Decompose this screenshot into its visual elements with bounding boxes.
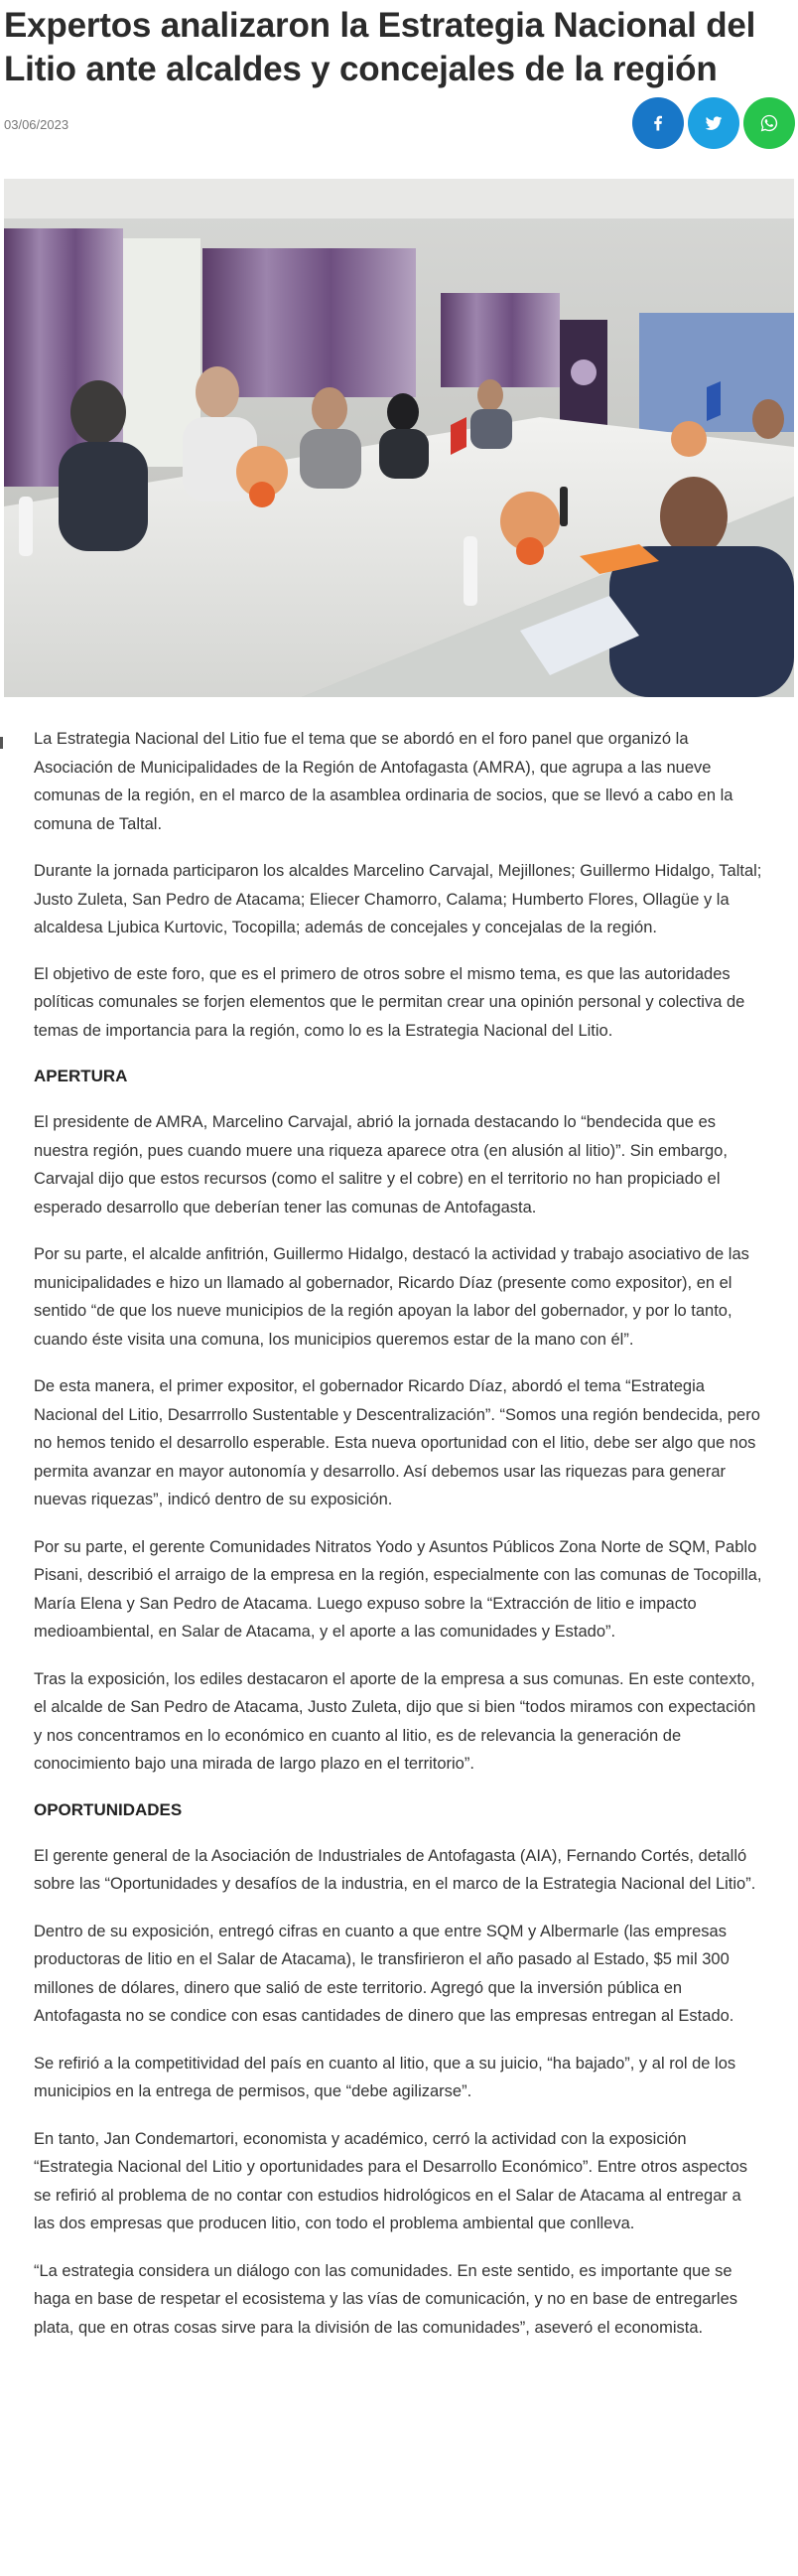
section-heading-oportunidades: OPORTUNIDADES — [34, 1799, 183, 1819]
paragraph: Por su parte, el gerente Comunidades Nitratos Yodo y Asuntos Públicos Zona Norte de SQM, Pablo Pisani, describió el arraigo de la empresa en la región, especialmente con las comunas de Tocopilla, María Elena y San Pedro de Atacama. Luego expuso sobre la “Extracción de litio e impacto medioambiental, en Salar de Atacama, y el aporte a las comunidades y Estado”. — [34, 1537, 762, 1641]
paragraph: El presidente de AMRA, Marcelino Carvajal, abrió la jornada destacando lo “bendecida que es nuestra región, pues cuando muere una riqueza aparece otra (en alusión al litio)”. Sin embargo, Carvajal dijo que estos recursos (como el salitre y el cobre) en el territorio no han propiciado el esperado desarrollo que deberían tener las comunas de Antofagasta. — [34, 1113, 728, 1216]
paragraph: De esta manera, el primer expositor, el gobernador Ricardo Díaz, abordó el tema “Estrategia Nacional del Litio, Desarrrollo Sustentable y Descentralización”. “Somos una región bendecida, pero no hemos tenido el desarrollo esperable. Esta nueva oportunidad con el litio, debe ser algo que nos permita avanzar en mayor autonomía y desarrollo. Así debemos usar las riquezas para generar nuevas riquezas”, indicó dentro de su exposición. — [34, 1377, 760, 1508]
paragraph: “La estrategia considera un diálogo con las comunidades. En este sentido, es importante que se haga en base de respetar el ecosistema y las vías de comunicación, y no en base de entregarles plata, que en otras cosas sirve para la división de las comunidades”, aseveró el economista. — [34, 2261, 738, 2337]
paragraph: Dentro de su exposición, entregó cifras en cuanto a que entre SQM y Albermarle (las empresas productoras de litio en el Salar de Atacama), le transfirieron el año pasado al Estado, $5 mil 300 millones de dólares, dinero que salió de este territorio. Agregó que la inversión pública en Antofagasta no se condice con esas cantidades de dinero que las empresas entregan al Estado. — [34, 1922, 734, 2025]
article-photo — [4, 179, 794, 697]
paragraph: El gerente general de la Asociación de Industriales de Antofagasta (AIA), Fernando Cortés, detalló sobre las “Oportunidades y desafíos de la industria, en el marco de la Estrategia Nacional del Litio”. — [34, 1846, 756, 1893]
paragraph: El objetivo de este foro, que es el primero de otros sobre el mismo tema, es que las autoridades políticas comunales se forjen elementos que le permitan crear una opinión personal y colectiva de temas de importancia para la región, como lo es la Estrategia Nacional del Litio. — [34, 964, 745, 1040]
article-title: Expertos analizaron la Estrategia Nacional del Litio ante alcaldes y concejales de la región — [4, 6, 756, 88]
whatsapp-icon — [759, 113, 779, 133]
paragraph: Por su parte, el alcalde anfitrión, Guillermo Hidalgo, destacó la actividad y trabajo asociativo de las municipalidades e hizo un llamado al gobernador, Ricardo Díaz (presente como expositor), en el sentido “de que los nueve municipios de la región apoyan la labor del gobernador, y por lo tanto, cuando éste visita una comuna, los municipios queremos estar de la mano con él”. — [34, 1245, 749, 1349]
share-whatsapp-button[interactable] — [743, 97, 795, 149]
paragraph: Se refirió a la competitividad del país en cuanto al litio, que a su juicio, “ha bajado”, y al rol de los municipios en la entrega de permisos, que “debe agilizarse”. — [34, 2054, 736, 2100]
facebook-icon — [648, 113, 668, 133]
share-twitter-button[interactable] — [688, 97, 739, 149]
paragraph: La Estrategia Nacional del Litio fue el tema que se abordó en el foro panel que organizó la Asociación de Municipalidades de la Región de Antofagasta (AMRA), que agrupa a las nueve comunas de la región, en el marco de la asamblea ordinaria de socios, que se llevó a cabo en la comuna de Taltal. — [34, 730, 733, 833]
twitter-icon — [704, 113, 724, 133]
paragraph: En tanto, Jan Condemartori, economista y académico, cerró la actividad con la exposición “Estrategia Nacional del Litio y oportunidades para el Desarrollo Económico”. Entre otros aspectos se refirió al problema de no contar con estudios hidrológicos en el Salar de Atacama al entregar a las dos empresas que producen litio, con todo el problema ambiental que conlleva. — [34, 2129, 748, 2232]
paragraph: Tras la exposición, los ediles destacaron el aporte de la empresa a sus comunas. En este contexto, el alcalde de San Pedro de Atacama, Justo Zuleta, dijo que si bien “todos miramos con expectación y nos concentramos en lo económico en cuanto al litio, es de relevancia la generación de conocimiento bajo una mirada de largo plazo en el territorio”. — [34, 1669, 756, 1773]
publish-date: 03/06/2023 — [4, 117, 69, 132]
section-heading-apertura: APERTURA — [34, 1067, 128, 1085]
meeting-photo — [4, 179, 794, 697]
article-body — [34, 725, 763, 2360]
share-facebook-button[interactable] — [632, 97, 684, 149]
bullet-marker — [0, 737, 3, 749]
paragraph: Durante la jornada participaron los alcaldes Marcelino Carvajal, Mejillones; Guillermo Hidalgo, Taltal; Justo Zuleta, San Pedro de Atacama; Eliecer Chamorro, Calama; Humberto Flores, Ollagüe y la alcaldesa Ljubica Kurtovic, Tocopilla; además de concejales y concejalas de la región. — [34, 862, 762, 936]
